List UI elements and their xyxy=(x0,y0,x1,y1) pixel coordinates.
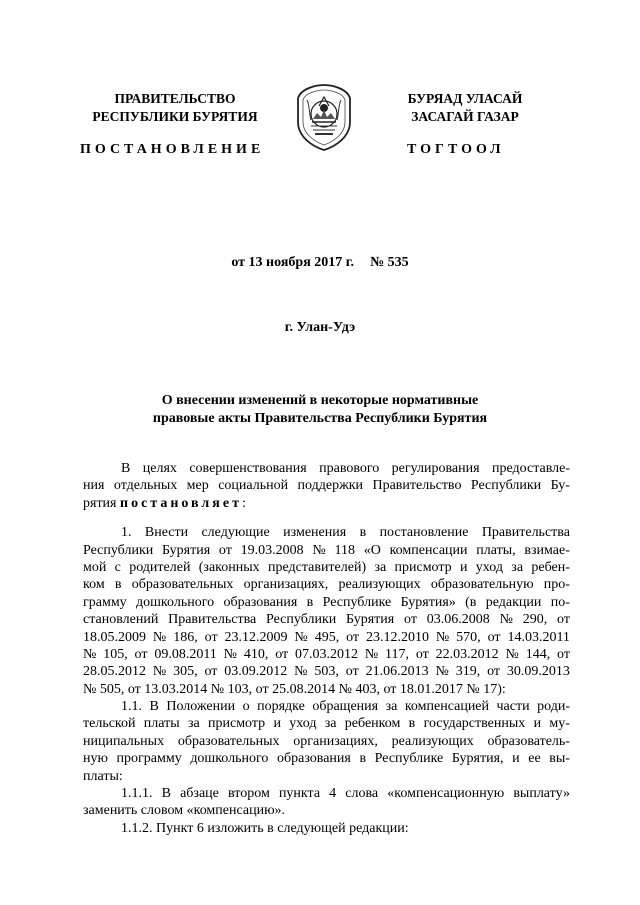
text-line: № 505, от 13.03.2014 № 103, от 25.08.2014 № 403, от 18.01.2017 № 17): xyxy=(83,681,506,697)
text-line: Республики Бурятия от 19.03.2008 № 118 «О компенсации платы, взимае- xyxy=(83,542,570,558)
header-right-line: ЗАСАГАЙ ГАЗАР xyxy=(411,109,519,124)
text-line: 1.1.2. Пункт 6 изложить в следующей редакции: xyxy=(121,820,409,836)
text-line: становлений Правительства Республики Бурятия от 03.06.2008 № 290, от xyxy=(83,612,570,628)
coat-of-arms-icon xyxy=(293,82,355,152)
text-line: 18.05.2009 № 186, от 23.12.2009 № 495, от 23.12.2010 № 570, от 14.03.2011 xyxy=(83,629,570,645)
date-number-line xyxy=(0,255,640,271)
text-line: ниципальных образовательных организациях, реализующих образователь- xyxy=(83,733,570,749)
header-left-line: ПРАВИТЕЛЬСТВО xyxy=(114,91,236,106)
decree-date: от 13 ноября 2017 г. xyxy=(231,255,355,270)
header-left-block xyxy=(65,90,285,126)
text-line: заменить словом «компенсацию». xyxy=(83,803,286,819)
title-line: правовые акты Правительства Республики Бурятия xyxy=(152,411,488,426)
text-line xyxy=(83,495,570,512)
preamble-prefix: рятия xyxy=(83,495,117,511)
decree-number: № 535 xyxy=(370,255,409,270)
text-line: платы: xyxy=(83,768,123,784)
text-line: грамму дошкольного образования в Республике Бурятия» (в редакции по- xyxy=(83,594,570,610)
text-line: мой с родителей (законных представителей) за присмотр и уход за ребен- xyxy=(83,559,570,575)
document-body xyxy=(83,460,570,837)
header-left-line: РЕСПУБЛИКИ БУРЯТИЯ xyxy=(92,109,258,124)
text-line: 1.1. В Положении о порядке обращения за компенсацией части роди- xyxy=(121,699,570,715)
title-line: О внесении изменений в некоторые нормативные xyxy=(161,393,479,408)
text-line: В целях совершенствования правового регулирования предоставле- xyxy=(121,461,570,476)
text-line: 1. Внести следующие изменения в постановление Правительства xyxy=(121,525,570,541)
text-line: 1.1.1. В абзаце втором пункта 4 слова «компенсационную выплату» xyxy=(121,786,570,802)
preamble-suffix: : xyxy=(241,495,246,511)
text-line: ком в образовательных организациях, реализующих образовательную про- xyxy=(83,577,570,593)
text-line: ную программу дошкольного образования в Республике Бурятия, и ее вы- xyxy=(83,751,570,767)
decree-word: постановляет xyxy=(120,495,242,511)
header-right-block xyxy=(355,90,575,126)
decree-label-ru: ПОСТАНОВЛЕНИЕ xyxy=(80,142,265,157)
header-right-line: БУРЯАД УЛАСАЙ xyxy=(407,91,523,106)
decree-label-bua: ТОГТООЛ xyxy=(407,142,505,157)
text-line: № 105, от 09.08.2011 № 410, от 07.03.2012 № 117, от 22.03.2012 № 144, от xyxy=(83,646,570,662)
document-title xyxy=(0,392,640,428)
city: г. Улан-Удэ xyxy=(284,320,356,335)
text-line: ния отдельных мер социальной поддержки Правительство Республики Бу- xyxy=(83,478,570,494)
text-line: тельской платы за присмотр и уход за ребенком в государственных и му- xyxy=(83,716,570,732)
text-line: 28.05.2012 № 305, от 03.09.2012 № 503, от 21.06.2013 № 319, от 30.09.2013 xyxy=(83,664,570,680)
